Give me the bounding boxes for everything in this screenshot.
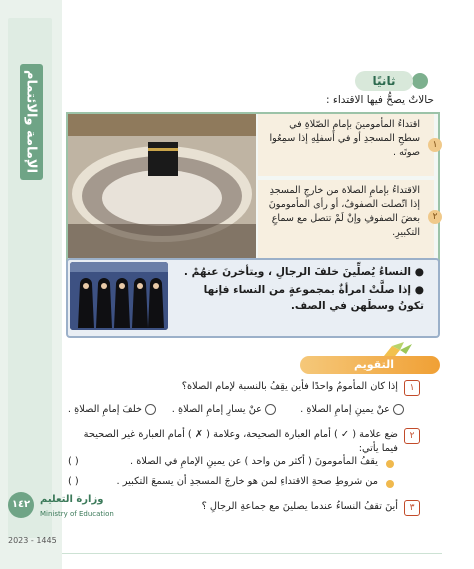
question-1-option-3[interactable] bbox=[68, 403, 156, 417]
women-rule-2-text: إذا صلَّتْ امرأةٌ بمجموعةٍ من النساء فإنها تكونُ وسطَهن في الصف. bbox=[203, 284, 424, 312]
radio-circle-icon[interactable] bbox=[265, 404, 276, 415]
footer-divider bbox=[62, 553, 442, 554]
section-bullet-icon bbox=[412, 73, 428, 89]
question-1-option-1[interactable] bbox=[300, 403, 404, 417]
question-1-text: إذا كان المأمومُ واحدًا فأين يقِفُ بالنسبة لإمام الصلاة؟ bbox=[181, 381, 398, 392]
women-rule-1-text: النساءُ يُصلِّينَ خلفَ الرجالِ ، ويتأخرنَ عنهُمْ . bbox=[183, 266, 412, 278]
section-intro: حالاتٌ يصحُّ فيها الاقتداء : bbox=[326, 94, 434, 106]
case-1-text: اقتداءُ المأمومينَ بإمامِ الصّلاةِ في سطحِ المسجدِ أو في أسفلِهِ إذا سمِعُوا صوتَه . bbox=[269, 119, 420, 158]
option-3-label: خلفَ إمامِ الصلاةِ . bbox=[67, 404, 142, 415]
question-2-item-1: يقفُ المأمومونَ ( أكثر من واحد ) عن يمينِ الإمامِ في الصلاة . bbox=[130, 456, 378, 467]
radio-circle-icon[interactable] bbox=[393, 404, 404, 415]
question-2-item-2: من شروطِ صحةِ الاقتداءِ لمن هو خارجَ المسجدِ أن يسمعَ التكبير . bbox=[116, 476, 378, 487]
question-1-option-2[interactable] bbox=[172, 403, 276, 417]
section-heading bbox=[355, 71, 413, 91]
page-number: ١٤٢ bbox=[8, 492, 34, 518]
section-heading-text: ثانيًا bbox=[372, 74, 396, 88]
unit-side-title bbox=[2, 62, 60, 182]
bullet-icon bbox=[386, 480, 394, 488]
case-1-number: ١ bbox=[428, 138, 442, 152]
case-2-number: ٢ bbox=[428, 210, 442, 224]
edition-year: 2023 - 1445 bbox=[8, 536, 57, 545]
question-2-answer-2[interactable]: ( ) bbox=[68, 476, 79, 487]
case-2-text: الاقتداءُ بإمامِ الصلاة من خارجِ المسجدِ إذا اتّصلت الصفوفُ، أو رأى المأمومونَ بعضَ الصفوفِ وإنْ لَمْ تتصل مع سماعِ التكبيرِ. bbox=[268, 185, 420, 238]
question-3-number: ٣ bbox=[404, 500, 420, 516]
case-2-box bbox=[258, 180, 434, 258]
question-3-text: أينَ تقفُ النساءُ عندما يصلينَ مع جماعةِ الرجالِ ؟ bbox=[201, 501, 398, 512]
case-1-box bbox=[258, 114, 434, 176]
ministry-name-en: Ministry of Education bbox=[40, 510, 114, 518]
question-2-text: ضع علامة ( ✓ ) أمام العبارة الصحيحة، وعلامة ( ✗ ) أمام العبارة غير الصحيحة فيما يأتي: bbox=[83, 429, 398, 454]
unit-side-title-text: الإمامة والائتمام bbox=[20, 64, 43, 179]
bullet-icon bbox=[386, 460, 394, 468]
evaluation-header bbox=[300, 356, 440, 374]
question-2-answer-1[interactable]: ( ) bbox=[68, 456, 79, 467]
option-2-label: عنْ يسارِ إمامِ الصلاةِ . bbox=[171, 404, 262, 415]
women-rules bbox=[176, 264, 424, 316]
women-rule-1: ● النساءُ يُصلِّينَ خلفَ الرجالِ ، ويتأخرنَ عنهُمْ . bbox=[183, 266, 424, 278]
women-praying-illustration bbox=[70, 262, 168, 330]
question-2-number: ٢ bbox=[404, 428, 420, 444]
radio-circle-icon[interactable] bbox=[145, 404, 156, 415]
ministry-name: وزارة التعليم bbox=[40, 494, 104, 505]
women-rule-2: ● إذا صلَّتْ امرأةٌ بمجموعةٍ من النساء فإنها تكونُ وسطَهن في الصف. bbox=[203, 284, 424, 312]
question-1-number: ١ bbox=[404, 380, 420, 396]
evaluation-title: التقويم bbox=[354, 358, 394, 371]
kaaba-photo bbox=[68, 114, 256, 258]
option-1-label: عنْ يمينِ إمامِ الصلاةِ . bbox=[300, 404, 390, 415]
ministry-logo bbox=[8, 492, 128, 532]
